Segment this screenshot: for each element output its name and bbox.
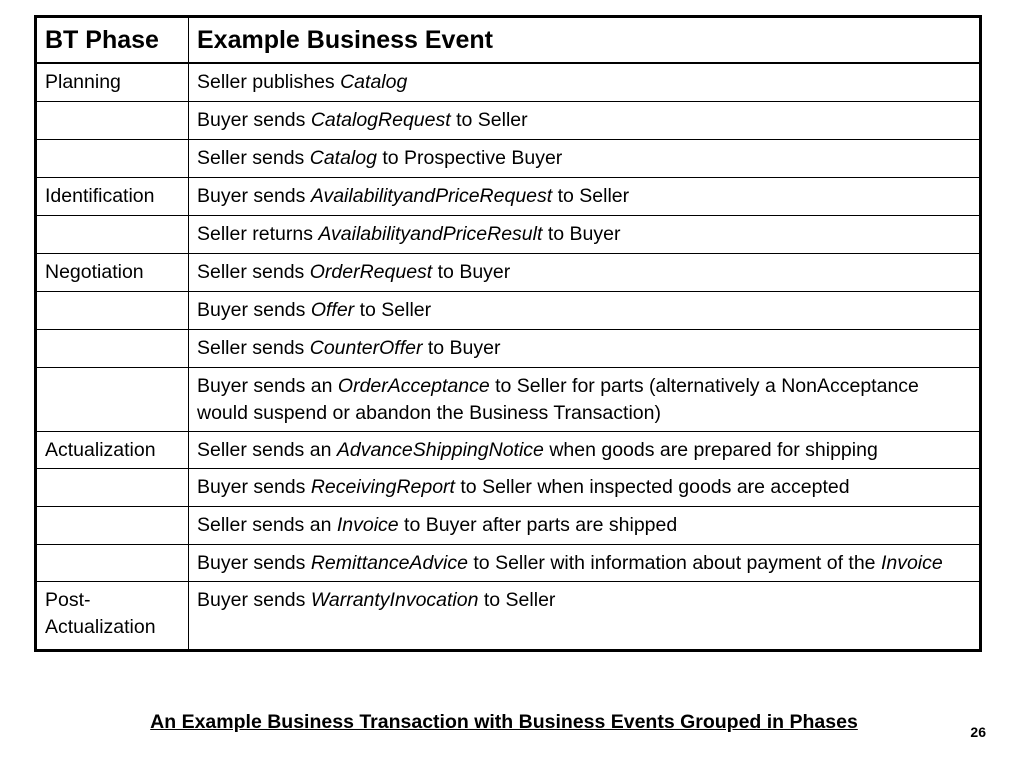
event-text: to Buyer (542, 223, 621, 245)
phase-cell (36, 216, 189, 254)
business-events-table (34, 15, 982, 652)
phase-cell: Post-Actualization (36, 582, 189, 651)
event-text: to Buyer after parts are shipped (398, 514, 678, 536)
phase-cell: Planning (36, 63, 189, 102)
event-text: to Seller when inspected goods are accepted (454, 476, 850, 498)
event-text: to Seller for parts (alternatively a NonAcceptance would suspend or abandon the Business Transaction) (197, 375, 919, 424)
event-document-name: OrderAcceptance (337, 375, 490, 397)
event-text: to Prospective Buyer (376, 147, 563, 169)
event-cell (189, 582, 981, 651)
phase-cell (36, 140, 189, 178)
event-cell (189, 178, 981, 216)
table-row (36, 140, 981, 178)
column-header-example-business-event: Example Business Event (189, 17, 981, 64)
event-cell (189, 102, 981, 140)
phase-cell: Identification (36, 178, 189, 216)
event-text: to Seller (354, 299, 432, 321)
event-cell (189, 507, 981, 545)
event-document-name: ReceivingReport (310, 476, 455, 498)
event-document-name: OrderRequest (309, 261, 433, 283)
event-text: to Seller (450, 109, 528, 131)
column-header-bt-phase: BT Phase (36, 17, 189, 64)
table-row (36, 507, 981, 545)
event-text: Seller sends (197, 147, 310, 169)
event-text: to Buyer (432, 261, 511, 283)
event-document-name: CounterOffer (309, 337, 423, 359)
event-document-name: Invoice (336, 514, 399, 536)
event-cell (189, 330, 981, 368)
event-text: Seller sends an (197, 439, 337, 461)
event-text: to Buyer (422, 337, 501, 359)
table-row (36, 63, 981, 102)
event-document-name: WarrantyInvocation (310, 589, 479, 611)
event-text: Seller sends (197, 261, 310, 283)
event-document-name: AdvanceShippingNotice (336, 439, 544, 461)
event-document-name: Catalog (340, 71, 408, 93)
event-cell (189, 292, 981, 330)
table-row (36, 432, 981, 469)
event-text: Buyer sends (197, 109, 311, 131)
phase-cell (36, 330, 189, 368)
table-row (36, 469, 981, 507)
event-text: Seller sends an (197, 514, 337, 536)
table-row (36, 582, 981, 651)
event-cell (189, 216, 981, 254)
event-text: to Seller (552, 185, 630, 207)
phase-cell: Actualization (36, 432, 189, 469)
event-text: Buyer sends (197, 299, 311, 321)
event-document-name: Invoice (880, 552, 943, 574)
phase-cell (36, 507, 189, 545)
event-text: Seller returns (197, 223, 319, 245)
event-cell (189, 469, 981, 507)
phase-cell (36, 469, 189, 507)
event-text: Buyer sends (197, 185, 311, 207)
table-row (36, 368, 981, 432)
event-cell (189, 368, 981, 432)
slide-caption: An Example Business Transaction with Business Events Grouped in Phases (150, 711, 858, 733)
event-cell (189, 140, 981, 178)
table-row (36, 178, 981, 216)
page-number: 26 (970, 724, 986, 740)
event-document-name: AvailabilityandPriceRequest (310, 185, 553, 207)
event-document-name: Offer (310, 299, 355, 321)
event-text: Buyer sends (197, 552, 311, 574)
table-row (36, 216, 981, 254)
event-text: to Seller with information about payment of the (467, 552, 881, 574)
event-document-name: Catalog (309, 147, 377, 169)
event-text: to Seller (478, 589, 556, 611)
event-cell (189, 254, 981, 292)
table-row (36, 102, 981, 140)
event-text: when goods are prepared for shipping (543, 439, 878, 461)
event-text: Buyer sends an (197, 375, 338, 397)
event-cell (189, 545, 981, 582)
phase-cell (36, 292, 189, 330)
event-text: Buyer sends (197, 589, 311, 611)
table-header-row (36, 17, 981, 64)
event-document-name: CatalogRequest (310, 109, 451, 131)
event-text: Seller publishes (197, 71, 341, 93)
table-body (36, 63, 981, 651)
phase-cell (36, 368, 189, 432)
phase-cell (36, 545, 189, 582)
event-cell (189, 432, 981, 469)
phase-cell (36, 102, 189, 140)
event-document-name: AvailabilityandPriceResult (318, 223, 543, 245)
table-row (36, 292, 981, 330)
table-row (36, 254, 981, 292)
table-row (36, 330, 981, 368)
event-text: Buyer sends (197, 476, 311, 498)
event-document-name: RemittanceAdvice (310, 552, 468, 574)
event-cell (189, 63, 981, 102)
phase-cell: Negotiation (36, 254, 189, 292)
table-row (36, 545, 981, 582)
event-text: Seller sends (197, 337, 310, 359)
